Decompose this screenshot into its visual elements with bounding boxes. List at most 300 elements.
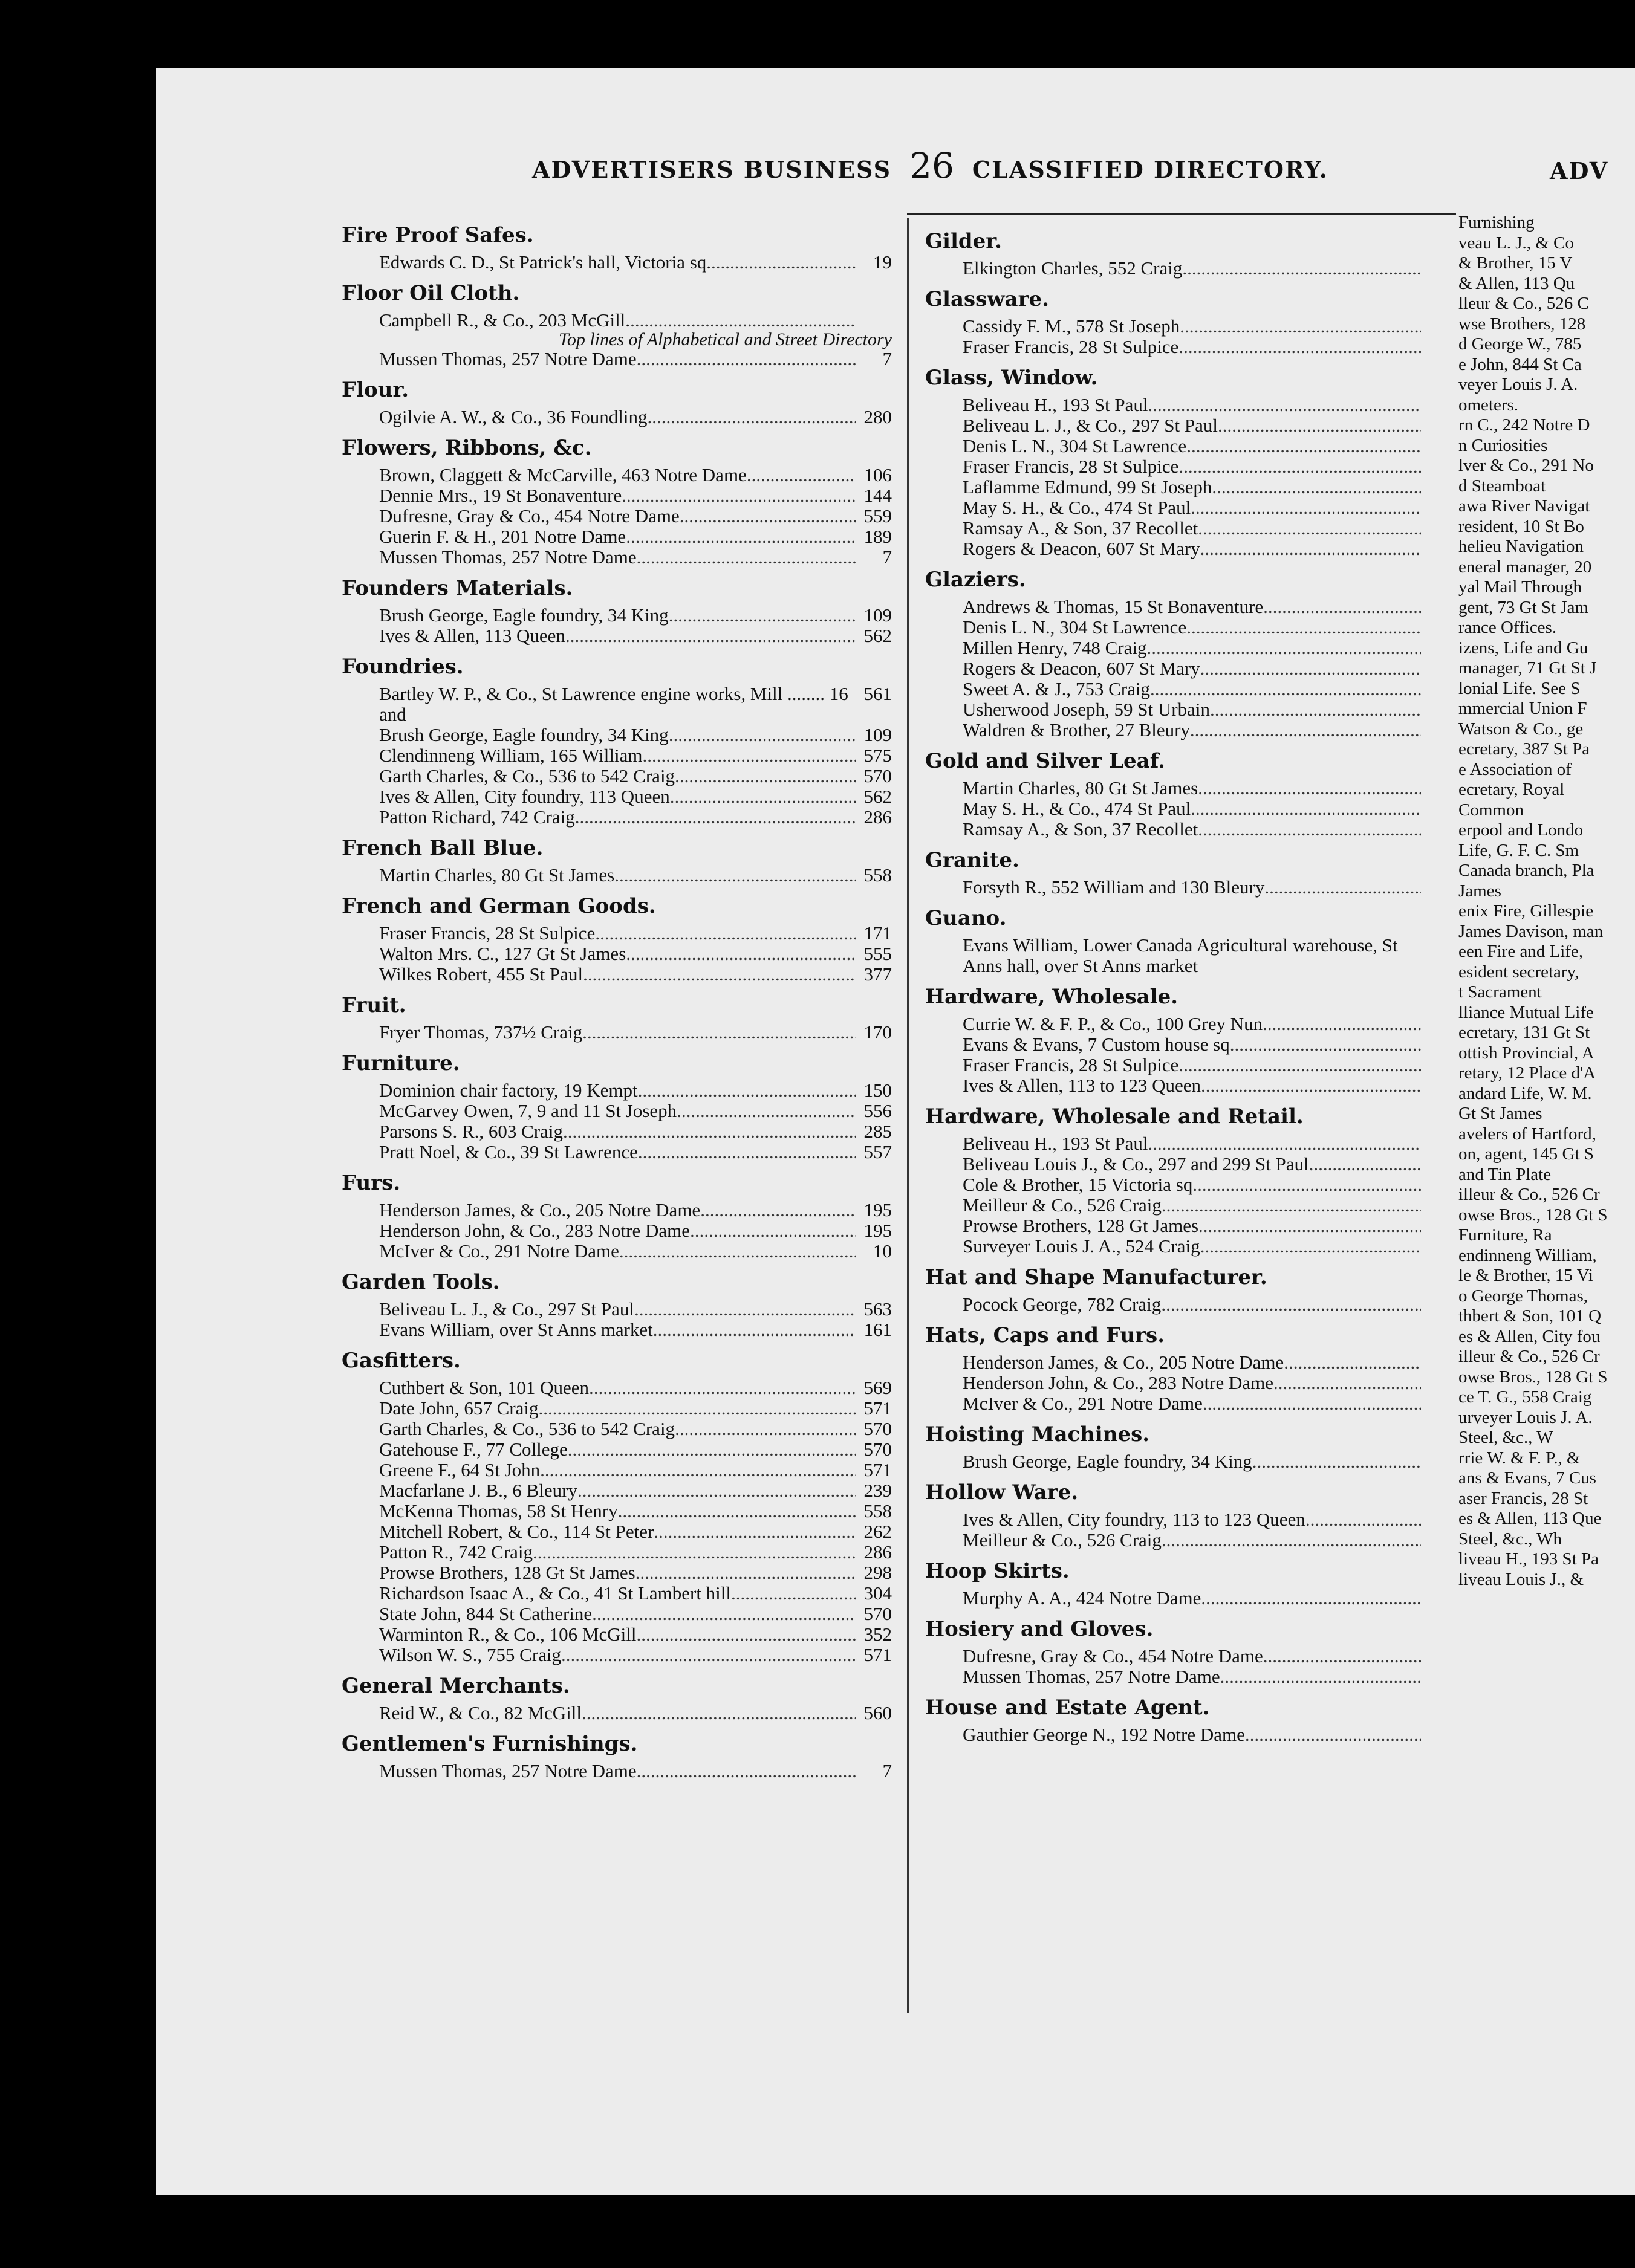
leader-dots: [630, 310, 856, 331]
section-heading: Granite.: [925, 848, 1019, 872]
entry-page: 569: [863, 1377, 892, 1398]
entry-name: Warminton R., & Co., 106 McGill: [379, 1624, 637, 1645]
opposite-page-line: e John, 844 St Ca: [1458, 354, 1582, 374]
entry-name: Waldren & Brother, 27 Bleury: [963, 719, 1190, 740]
entry-name: Cassidy F. M., 578 St Joseph: [963, 316, 1180, 337]
leader-dots: [731, 1583, 856, 1604]
directory-entry: [925, 1075, 1421, 1096]
opposite-page-line: ometers.: [1458, 395, 1519, 415]
entry-name: Denis L. N., 304 St Lawrence: [963, 617, 1187, 638]
directory-entry: [925, 1174, 1421, 1195]
leader-dots: [638, 1080, 856, 1101]
entry-name: Forsyth R., 552 William and 130 Bleury: [963, 876, 1265, 898]
leader-dots: [595, 923, 856, 944]
opposite-page-line: Canada branch, Pla: [1458, 861, 1594, 880]
entry-name: Campbell R., & Co., 203 McGill.: [379, 309, 631, 331]
entry-name: Currie W. & F. P., & Co., 100 Grey Nun: [963, 1013, 1263, 1034]
entry-page: 562: [863, 625, 892, 646]
leader-dots: [634, 1299, 856, 1320]
right-column: [925, 221, 1421, 1745]
directory-entry: [342, 745, 892, 766]
directory-entry: [342, 725, 892, 745]
opposite-page-line: ecretary, Royal: [1458, 780, 1565, 799]
opposite-page-line: and Tin Plate: [1458, 1164, 1552, 1184]
directory-entry: [342, 865, 892, 886]
opposite-page-line: wse Brothers, 128: [1458, 314, 1586, 334]
entry-name: Brown, Claggett & McCarville, 463 Notre Dame: [379, 464, 747, 485]
entry-name: Elkington Charles, 552 Craig: [963, 258, 1183, 279]
leader-dots: [677, 1101, 856, 1121]
directory-entry: [925, 258, 1421, 279]
opposite-page-line: eneral manager, 20: [1458, 557, 1592, 577]
entry-page: 262: [863, 1521, 892, 1542]
leader-dots: [700, 1200, 856, 1220]
entry-name: Martin Charles, 80 Gt St James: [963, 777, 1198, 799]
entry-name: Cole & Brother, 15 Victoria sq: [963, 1174, 1193, 1195]
opposite-page-line: lonial Life. See S: [1458, 678, 1581, 698]
leader-dots: [1284, 1352, 1421, 1373]
entry-page: 286: [863, 1541, 892, 1563]
opposite-page-line: endinneng William,: [1458, 1245, 1597, 1265]
leader-dots: [1198, 778, 1421, 799]
directory-entry: [342, 465, 892, 485]
entry-name: Evans William, over St Anns market: [379, 1319, 653, 1340]
leader-dots: [1162, 1530, 1421, 1550]
leader-dots: [1148, 1133, 1421, 1154]
entry-name: Denis L. N., 304 St Lawrence: [963, 435, 1187, 456]
entry-page: 562: [863, 786, 892, 807]
leader-dots: [1191, 799, 1421, 819]
page-number: 26: [909, 145, 954, 186]
section-heading: General Merchants.: [342, 1674, 570, 1698]
leader-dots: [675, 1419, 856, 1439]
entry-page: 570: [863, 1603, 892, 1624]
section-heading: Guano.: [925, 906, 1007, 930]
opposite-page-line: o George Thomas,: [1458, 1286, 1588, 1306]
leader-dots: [622, 485, 856, 506]
leader-dots: [711, 252, 856, 273]
directory-entry: [342, 684, 892, 725]
opposite-page-line: enix Fire, Gillespie: [1458, 901, 1594, 921]
entry-name: Edwards C. D., St Patrick's hall, Victoria sq.: [379, 251, 712, 273]
entry-page: 280: [863, 406, 892, 427]
opposite-page-line: illeur & Co., 526 Cr: [1458, 1347, 1600, 1366]
leader-dots: [1212, 477, 1421, 497]
entry-name: Wilkes Robert, 455 St Paul: [379, 964, 583, 985]
entry-page: 189: [863, 526, 892, 547]
directory-entry: [925, 638, 1421, 658]
opposite-page-line: retary, 12 Place d'A: [1458, 1063, 1596, 1083]
directory-entry: [925, 1014, 1421, 1034]
entry-note: Top lines of Alphabetical and Street Directory: [558, 329, 892, 349]
directory-entry: [925, 518, 1421, 539]
section-heading: Gilder.: [925, 229, 1002, 253]
leader-dots: [577, 1480, 856, 1501]
opposite-page-line: andard Life, W. M.: [1458, 1083, 1592, 1103]
leader-dots: [637, 349, 856, 369]
leader-dots: [654, 1521, 856, 1542]
entry-name: Mussen Thomas, 257 Notre Dame: [963, 1666, 1220, 1687]
directory-entry: [925, 1154, 1421, 1174]
entry-page: 239: [863, 1480, 892, 1501]
entry-name: Cuthbert & Son, 101 Queen: [379, 1377, 589, 1398]
entry-name: Brush George, Eagle foundry, 34 King: [379, 724, 669, 745]
directory-entry: [925, 799, 1421, 819]
leader-dots: [637, 547, 856, 568]
entry-page: 570: [863, 765, 892, 786]
entry-name: Beliveau L. J., & Co., 297 St Paul: [379, 1298, 634, 1320]
leader-dots: [1220, 1667, 1421, 1687]
opposite-page-line: urveyer Louis J. A.: [1458, 1407, 1593, 1427]
entry-page: 571: [863, 1459, 892, 1480]
entry-name: Ives & Allen, City foundry, 113 to 123 Queen: [963, 1509, 1305, 1530]
entry-name: Reid W., & Co., 82 McGill: [379, 1702, 582, 1723]
section-heading: Hardware, Wholesale and Retail.: [925, 1104, 1304, 1129]
leader-dots: [669, 725, 856, 745]
entry-name: Dufresne, Gray & Co., 454 Notre Dame: [379, 505, 680, 526]
leader-dots: [1186, 617, 1421, 638]
entry-page: 171: [863, 922, 892, 944]
entry-name: Garth Charles, & Co., 536 to 542 Craig: [379, 765, 675, 786]
directory-entry: [342, 1645, 892, 1665]
section-heading: Hoisting Machines.: [925, 1422, 1150, 1447]
directory-entry: [925, 699, 1421, 720]
opposite-page-line: e Association of: [1458, 759, 1572, 779]
opposite-page-line: & Allen, 113 Qu: [1458, 273, 1575, 293]
opposite-page-line: een Fire and Life,: [1458, 942, 1584, 961]
entry-name: Macfarlane J. B., 6 Bleury: [379, 1480, 577, 1501]
entry-name: Mussen Thomas, 257 Notre Dame: [379, 1760, 637, 1781]
opposite-page-line: ottish Provincial, A: [1458, 1043, 1594, 1063]
directory-entry: [342, 526, 892, 547]
opposite-page-line: lliance Mutual Life: [1458, 1002, 1594, 1022]
entry-name: Beliveau H., 193 St Paul: [963, 1133, 1148, 1154]
directory-entry: [342, 1299, 892, 1320]
directory-entry: [925, 337, 1421, 357]
leader-dots: [638, 1142, 856, 1162]
directory-entry: [925, 539, 1421, 559]
leader-dots: [1252, 1451, 1421, 1472]
leader-dots: [1198, 518, 1421, 539]
entry-name: Fraser Francis, 28 St Sulpice: [963, 336, 1179, 357]
entry-name: Pocock George, 782 Craig: [963, 1294, 1162, 1315]
page-header: [532, 145, 1328, 186]
leader-dots: [1218, 415, 1421, 436]
opposite-page-line: James Davison, man: [1458, 921, 1604, 941]
opposite-page-lines: [1456, 213, 1635, 1590]
entry-page: 170: [863, 1022, 892, 1043]
opposite-page-line: ecretary, 131 Gt St: [1458, 1023, 1590, 1042]
leader-dots: [533, 1542, 856, 1563]
directory-entry: [925, 1646, 1421, 1667]
leader-dots: [1190, 720, 1421, 740]
directory-entry: [925, 617, 1421, 638]
entry-page: 571: [863, 1398, 892, 1419]
leader-dots: [653, 1320, 856, 1340]
entry-name: State John, 844 St Catherine: [379, 1603, 593, 1624]
opposite-page-line: illeur & Co., 526 Cr: [1458, 1185, 1600, 1204]
section-heading: Furniture.: [342, 1051, 460, 1075]
leader-dots: [1162, 1195, 1421, 1216]
opposite-page-line: Common: [1458, 800, 1524, 820]
entry-page: 559: [863, 505, 892, 526]
entry-name: Fraser Francis, 28 St Sulpice: [963, 1054, 1179, 1075]
leader-dots: [582, 1022, 856, 1043]
leader-dots: [568, 1439, 856, 1460]
entry-name: Brush George, Eagle foundry, 34 King: [379, 604, 669, 626]
directory-entry: [342, 1460, 892, 1480]
leader-dots: [1147, 638, 1422, 658]
entry-name: Beliveau H., 193 St Paul: [963, 394, 1148, 415]
entry-name: Greene F., 64 St John: [379, 1459, 541, 1480]
leader-dots: [690, 1220, 856, 1241]
entry-page: 560: [863, 1702, 892, 1723]
entry-name: Henderson John, & Co., 283 Notre Dame: [379, 1220, 690, 1241]
entry-page: 286: [863, 806, 892, 828]
opposite-page-line: es & Allen, City fou: [1458, 1326, 1601, 1346]
directory-entry: [925, 1352, 1421, 1373]
opposite-page-line: veyer Louis J. A.: [1458, 375, 1578, 394]
directory-entry: [925, 1588, 1421, 1609]
section-heading: French Ball Blue.: [342, 836, 544, 860]
leader-dots: [1192, 1174, 1421, 1195]
opposite-page-line: le & Brother, 15 Vi: [1458, 1266, 1593, 1285]
leader-dots: [1191, 497, 1421, 518]
entry-name: Bartley W. P., & Co., St Lawrence engine works, Mill ........ 16 and: [379, 683, 848, 725]
directory-entry: [925, 877, 1421, 898]
directory-entry: [342, 1200, 892, 1220]
section-heading: Gentlemen's Furnishings.: [342, 1732, 638, 1756]
directory-entry: [925, 1451, 1421, 1472]
leader-dots: [1263, 597, 1421, 617]
opposite-page-line: esident secretary,: [1458, 962, 1579, 982]
opposite-page-line: Furniture, Ra: [1458, 1225, 1552, 1245]
entry-page: 352: [863, 1624, 892, 1645]
entry-name: Ramsay A., & Son, 37 Recollet: [963, 517, 1198, 539]
leader-dots: [1186, 436, 1421, 456]
opposite-page-line: lleur & Co., 526 C: [1458, 294, 1589, 313]
section-heading: French and German Goods.: [342, 894, 656, 918]
directory-entry: [925, 1373, 1421, 1393]
left-column: [342, 215, 892, 1781]
entry-name: Prowse Brothers, 128 Gt James: [963, 1215, 1199, 1236]
leader-dots: [1245, 1725, 1421, 1745]
leader-dots: [561, 1645, 856, 1665]
directory-entry: [925, 1034, 1421, 1055]
directory-entry: [342, 605, 892, 626]
entry-page: 285: [863, 1121, 892, 1142]
directory-entry: [925, 415, 1421, 436]
leader-dots: [1230, 1034, 1421, 1055]
leader-dots: [636, 1624, 856, 1645]
entry-name: Dominion chair factory, 19 Kempt: [379, 1080, 638, 1101]
directory-entry: [342, 485, 892, 506]
directory-entry: [925, 935, 1421, 976]
opposite-page-line: izens, Life and Gu: [1458, 638, 1588, 658]
directory-entry: [925, 1195, 1421, 1216]
opposite-page: [1456, 68, 1635, 2195]
entry-name: Laflamme Edmund, 99 St Joseph: [963, 476, 1212, 497]
directory-entry: [342, 1220, 892, 1241]
entry-name: Evans & Evans, 7 Custom house sq: [963, 1034, 1230, 1055]
directory-entry: [925, 436, 1421, 456]
entry-page: 570: [863, 1418, 892, 1439]
directory-entry: [342, 1703, 892, 1723]
opposite-page-line: aser Francis, 28 St: [1458, 1488, 1588, 1508]
directory-entry: [925, 679, 1421, 699]
entry-name: Evans William, Lower Canada Agricultural warehouse, St Anns hall, over St Anns market: [963, 935, 1398, 976]
section-heading: Founders Materials.: [342, 576, 573, 600]
leader-dots: [635, 1563, 856, 1583]
entry-name: McGarvey Owen, 7, 9 and 11 St Joseph: [379, 1100, 677, 1121]
leader-dots: [1263, 1646, 1421, 1667]
entry-name: Ives & Allen, City foundry, 113 Queen: [379, 786, 670, 807]
leader-dots: [1201, 1588, 1421, 1609]
directory-entry: [342, 1761, 892, 1781]
section-heading: Gold and Silver Leaf.: [925, 749, 1165, 773]
opposite-page-line: Life, G. F. C. Sm: [1458, 840, 1579, 860]
leader-dots: [1198, 819, 1421, 840]
opposite-page-line: liveau H., 193 St Pa: [1458, 1549, 1599, 1569]
leader-dots: [563, 1121, 856, 1142]
section-heading: Floor Oil Cloth.: [342, 281, 520, 305]
entry-page: 19: [873, 251, 892, 273]
leader-dots: [1148, 395, 1421, 415]
directory-entry: [342, 766, 892, 786]
entry-name: Pratt Noel, & Co., 39 St Lawrence: [379, 1141, 638, 1162]
leader-dots: [626, 526, 856, 547]
opposite-page-line: veau L. J., & Co: [1458, 233, 1574, 253]
directory-entry: [342, 1419, 892, 1439]
leader-dots: [575, 807, 856, 828]
entry-name: May S. H., & Co., 474 St Paul: [963, 798, 1191, 819]
leader-dots: [626, 944, 856, 964]
leader-dots: [1273, 1373, 1421, 1393]
entry-page: 563: [863, 1298, 892, 1320]
leader-dots: [1200, 539, 1421, 559]
entry-name: Walton Mrs. C., 127 Gt St James: [379, 943, 626, 964]
entry-page: 7: [882, 546, 892, 568]
entry-name: Andrews & Thomas, 15 St Bonaventure: [963, 596, 1264, 617]
directory-entry: [925, 1133, 1421, 1154]
entry-name: Wilson W. S., 755 Craig: [379, 1644, 562, 1665]
directory-entry: [925, 316, 1421, 337]
entry-page: 555: [863, 943, 892, 964]
directory-entry: [925, 1393, 1421, 1414]
entry-page: 195: [863, 1199, 892, 1220]
opposite-page-line: yal Mail Through: [1458, 577, 1582, 597]
entry-name: McIver & Co., 291 Notre Dame: [963, 1393, 1203, 1414]
opposite-page-line: rrie W. & F. P., &: [1458, 1448, 1581, 1468]
directory-entry: [342, 506, 892, 526]
leader-dots: [1264, 877, 1421, 898]
opposite-page-line: d George W., 785: [1458, 334, 1582, 354]
opposite-page-line: resident, 10 St Bo: [1458, 516, 1584, 536]
opposite-page-line: t Sacrament: [1458, 982, 1542, 1002]
directory-entry: [342, 1583, 892, 1604]
directory-entry: [925, 497, 1421, 518]
opposite-page-line: lver & Co., 291 No: [1458, 456, 1594, 475]
opposite-page-line: helieu Navigation: [1458, 537, 1584, 556]
leader-dots: [538, 1398, 856, 1419]
directory-entry: [342, 626, 892, 646]
opposite-page-line: Gt St James: [1458, 1104, 1542, 1123]
entry-name: Mussen Thomas, 257 Notre Dame: [379, 348, 637, 369]
entry-name: Fraser Francis, 28 St Sulpice: [963, 456, 1179, 477]
entry-name: Usherwood Joseph, 59 St Urbain: [963, 699, 1210, 720]
entry-name: Beliveau Louis J., & Co., 297 and 299 St Paul: [963, 1153, 1309, 1174]
leader-dots: [648, 407, 856, 427]
entry-page: 304: [863, 1583, 892, 1604]
entry-name: Parsons S. R., 603 Craig: [379, 1121, 563, 1142]
directory-entry: [925, 1667, 1421, 1687]
entry-page: 109: [863, 724, 892, 745]
section-heading: Hardware, Wholesale.: [925, 985, 1178, 1009]
leader-dots: [1200, 1236, 1421, 1257]
header-left: ADVERTISERS BUSINESS: [532, 156, 892, 183]
leader-dots: [589, 1378, 856, 1398]
entry-name: Henderson John, & Co., 283 Notre Dame: [963, 1372, 1273, 1393]
directory-entry: [342, 547, 892, 568]
entry-name: Millen Henry, 748 Craig: [963, 637, 1147, 658]
directory-entry: [342, 1241, 892, 1262]
directory-entry: [342, 807, 892, 828]
opposite-page-line: d Steamboat: [1458, 476, 1546, 496]
leader-dots: [1161, 1294, 1421, 1315]
section-heading: Glassware.: [925, 287, 1049, 311]
entry-name: Gauthier George N., 192 Notre Dame: [963, 1724, 1245, 1745]
entry-name: May S. H., & Co., 474 St Paul: [963, 497, 1191, 518]
opposite-page-line: thbert & Son, 101 Q: [1458, 1306, 1602, 1326]
directory-entry: [342, 407, 892, 427]
leader-dots: [582, 1703, 856, 1723]
entry-name: Richardson Isaac A., & Co., 41 St Lambert hill: [379, 1583, 732, 1604]
entry-name: Date John, 657 Craig: [379, 1398, 539, 1419]
leader-dots: [1201, 1075, 1421, 1096]
leader-dots: [618, 1501, 856, 1521]
header-right: CLASSIFIED DIRECTORY.: [972, 156, 1328, 183]
section-heading: Hats, Caps and Furs.: [925, 1323, 1165, 1347]
opposite-page-line: rn C., 242 Notre D: [1458, 415, 1590, 435]
entry-name: Fraser Francis, 28 St Sulpice: [379, 922, 596, 944]
opposite-page-line: ce T. G., 558 Craig: [1458, 1387, 1592, 1407]
section-heading: Fruit.: [342, 993, 406, 1017]
entry-page: 195: [863, 1220, 892, 1241]
entry-page: 298: [863, 1562, 892, 1583]
leader-dots: [642, 745, 856, 766]
directory-entry: [342, 1398, 892, 1419]
opposite-page-line: & Brother, 15 V: [1458, 253, 1573, 273]
directory-entry: [342, 1022, 892, 1043]
leader-dots: [669, 605, 856, 626]
leader-dots: [1198, 1216, 1421, 1236]
opposite-page-line: owse Bros., 128 Gt S: [1458, 1205, 1608, 1225]
directory-entry: [925, 1530, 1421, 1550]
section-heading: Fire Proof Safes.: [342, 223, 534, 247]
directory-entry: [925, 1725, 1421, 1745]
directory-entry: [342, 1378, 892, 1398]
section-heading: Glaziers.: [925, 568, 1026, 592]
entry-name: Mussen Thomas, 257 Notre Dame: [379, 546, 637, 568]
entry-page: 575: [863, 745, 892, 766]
entry-page: 161: [863, 1319, 892, 1340]
entry-page: 144: [863, 485, 892, 506]
leader-dots: [540, 1460, 856, 1480]
section-heading: Flowers, Ribbons, &c.: [342, 436, 592, 460]
entry-name: Ives & Allen, 113 to 123 Queen: [963, 1075, 1201, 1096]
directory-entry: [925, 1509, 1421, 1530]
entry-name: Clendinneng William, 165 William: [379, 745, 643, 766]
